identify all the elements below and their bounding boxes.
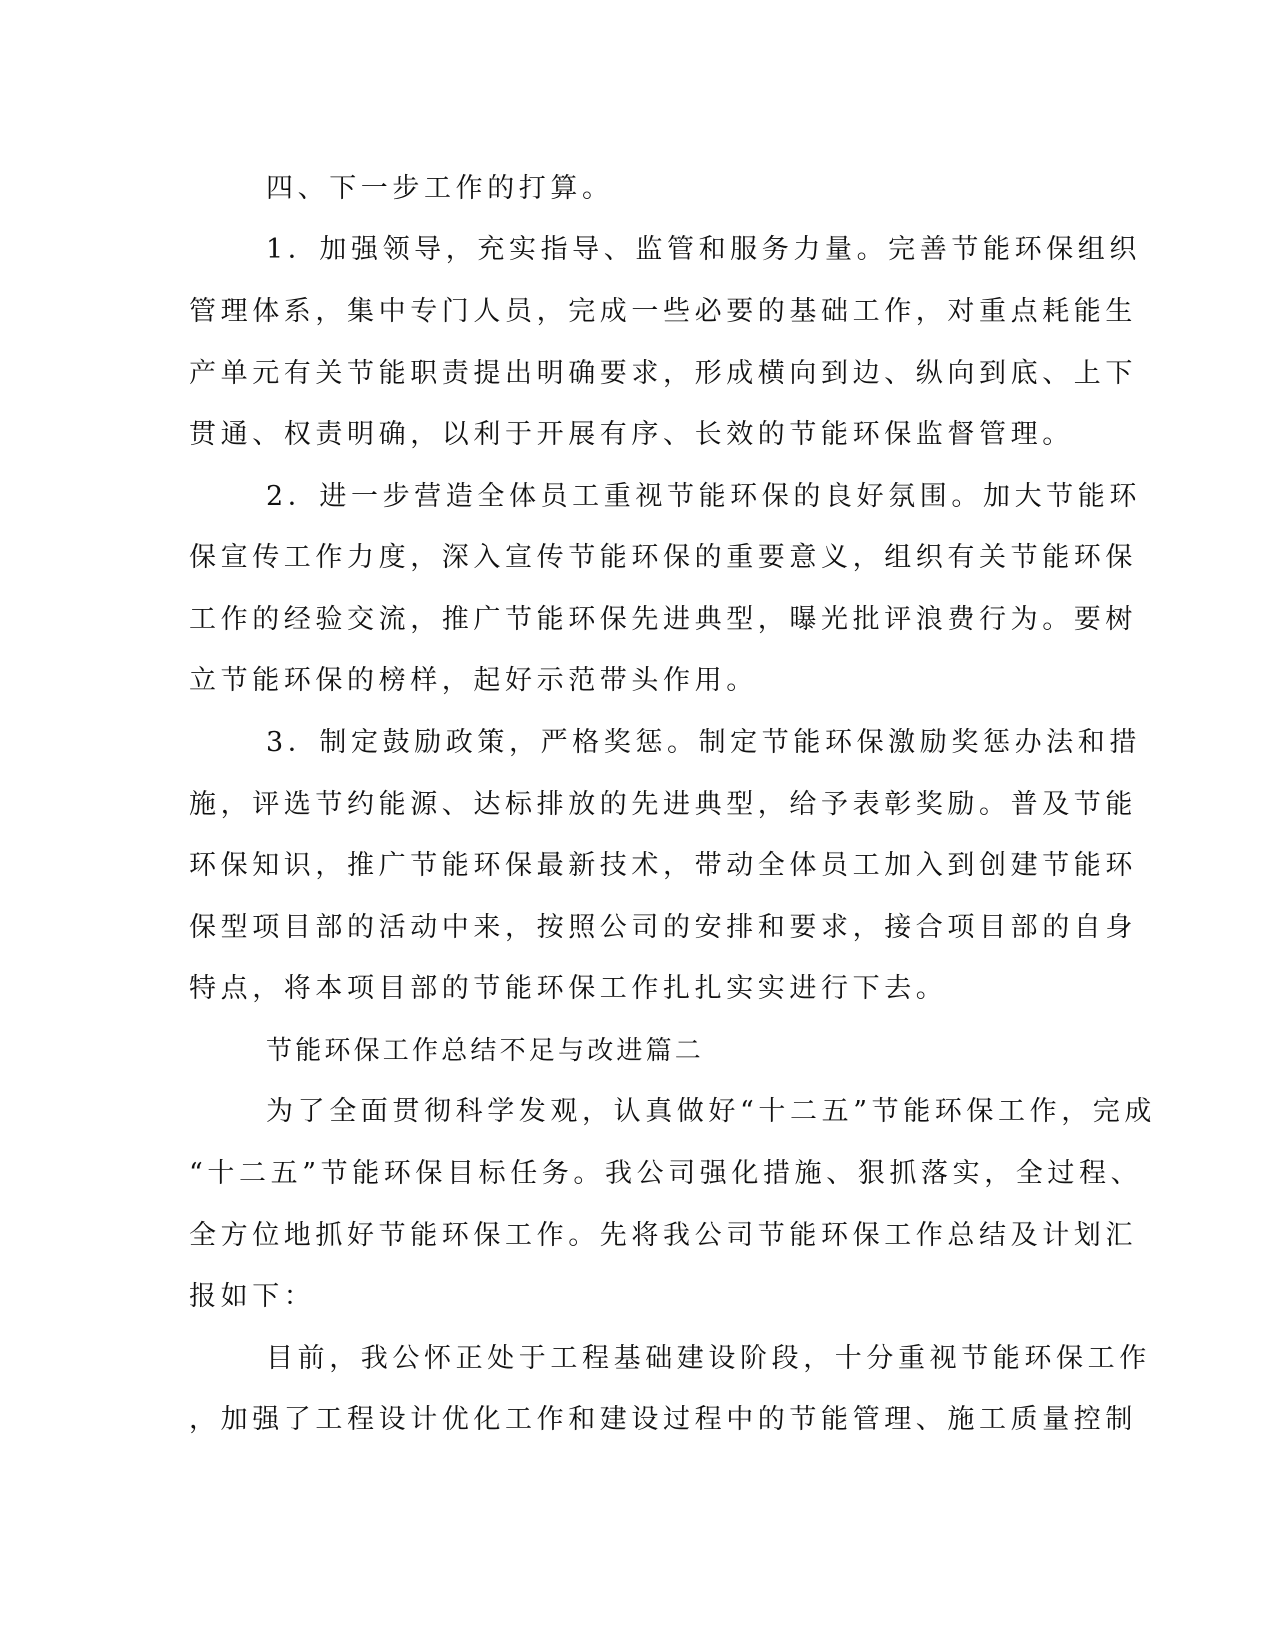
paragraph-line: 1．加强领导，充实指导、监管和服务力量。完善节能环保组织	[266, 234, 1141, 265]
paragraph-line: 贯通、权责明确，以利于开展有序、长效的节能环保监督管理。	[189, 419, 1074, 450]
paragraph-line: 特点，将本项目部的节能环保工作扎扎实实进行下去。	[189, 973, 948, 1004]
paragraph-line: 3．制定鼓励政策，严格奖惩。制定节能环保激励奖惩办法和措	[266, 727, 1141, 758]
paragraph-line: 立节能环保的榜样，起好示范带头作用。	[189, 665, 758, 696]
paragraph-line: ，加强了工程设计优化工作和建设过程中的节能管理、施工质量控制	[189, 1404, 1137, 1435]
paragraph-line: 目前，我公怀正处于工程基础建设阶段，十分重视节能环保工作	[266, 1343, 1151, 1374]
paragraph-line: 保型项目部的活动中来，按照公司的安排和要求，接合项目部的自身	[189, 912, 1137, 943]
paragraph-line: 管理体系，集中专门人员，完成一些必要的基础工作，对重点耗能生	[189, 296, 1137, 327]
paragraph-line: 环保知识，推广节能环保最新技术，带动全体员工加入到创建节能环	[189, 850, 1137, 881]
paragraph-line: “十二五”节能环保目标任务。我公司强化措施、狠抓落实，全过程、	[189, 1158, 1143, 1189]
paragraph-line: 工作的经验交流，推广节能环保先进典型，曝光批评浪费行为。要树	[189, 604, 1137, 635]
paragraph-line: 产单元有关节能职责提出明确要求，形成横向到边、纵向到底、上下	[189, 358, 1137, 389]
paragraph-line: 报如下：	[189, 1281, 316, 1312]
paragraph-line: 为了全面贯彻科学发观，认真做好“十二五”节能环保工作，完成	[266, 1096, 1157, 1127]
paragraph-line: 施，评选节约能源、达标排放的先进典型，给予表彰奖励。普及节能	[189, 789, 1137, 820]
paragraph-line: 2．进一步营造全体员工重视节能环保的良好氛围。加大节能环	[266, 481, 1141, 512]
section-title-part-two: 节能环保工作总结不足与改进篇二	[266, 1036, 705, 1066]
paragraph-line: 保宣传工作力度，深入宣传节能环保的重要意义，组织有关节能环保	[189, 542, 1137, 573]
paragraph-line: 全方位地抓好节能环保工作。先将我公司节能环保工作总结及计划汇	[189, 1220, 1137, 1251]
section-heading-next-steps: 四、下一步工作的打算。	[266, 173, 614, 204]
